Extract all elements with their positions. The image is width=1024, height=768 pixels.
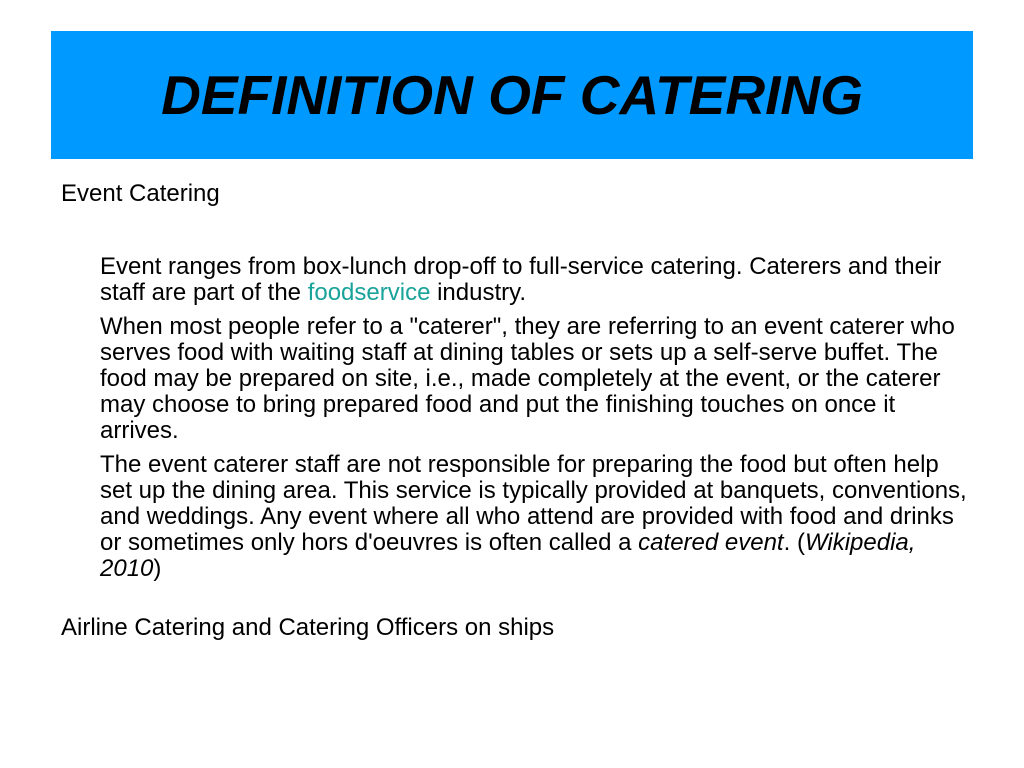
paragraph-event-staff <box>100 452 971 582</box>
paragraph-caterer-definition: When most people refer to a "caterer", they are referring to an event caterer who serves food with waiting staff at dining tables or sets up a self-serve buffet. The food may be prepared on site, i.e., made completely at the event, or the caterer may choose to bring prepared food and put the finishing touches on once it arrives. <box>100 313 955 444</box>
catered-event-term: catered event <box>638 529 784 556</box>
heading-airline-catering: Airline Catering and Catering Officers on ships <box>61 614 555 641</box>
paragraph-text: Event ranges from box-lunch drop-off to full-service catering. Caterers and their staff are part of the <box>100 253 942 306</box>
title-banner <box>51 31 973 159</box>
slide-content <box>61 180 971 642</box>
paragraph-event-ranges <box>100 254 971 306</box>
paragraph-text: The event caterer staff are not responsible for preparing the food but often help set up the dining area. This service is typically provided at banquets, conventions, and weddings. Any event where all who attend are provided with food and drinks or sometimes only hors d'oeuvres is often called a <box>100 451 967 556</box>
paragraph-text: industry. <box>430 279 527 306</box>
paragraph-text: ) <box>153 555 162 582</box>
heading-event-catering: Event Catering <box>61 180 220 207</box>
slide-title: DEFINITION OF CATERING <box>161 64 863 126</box>
foodservice-link[interactable]: foodservice <box>307 279 431 306</box>
paragraph-text: . ( <box>783 529 805 556</box>
citation: Wikipedia, 2010 <box>100 529 916 582</box>
